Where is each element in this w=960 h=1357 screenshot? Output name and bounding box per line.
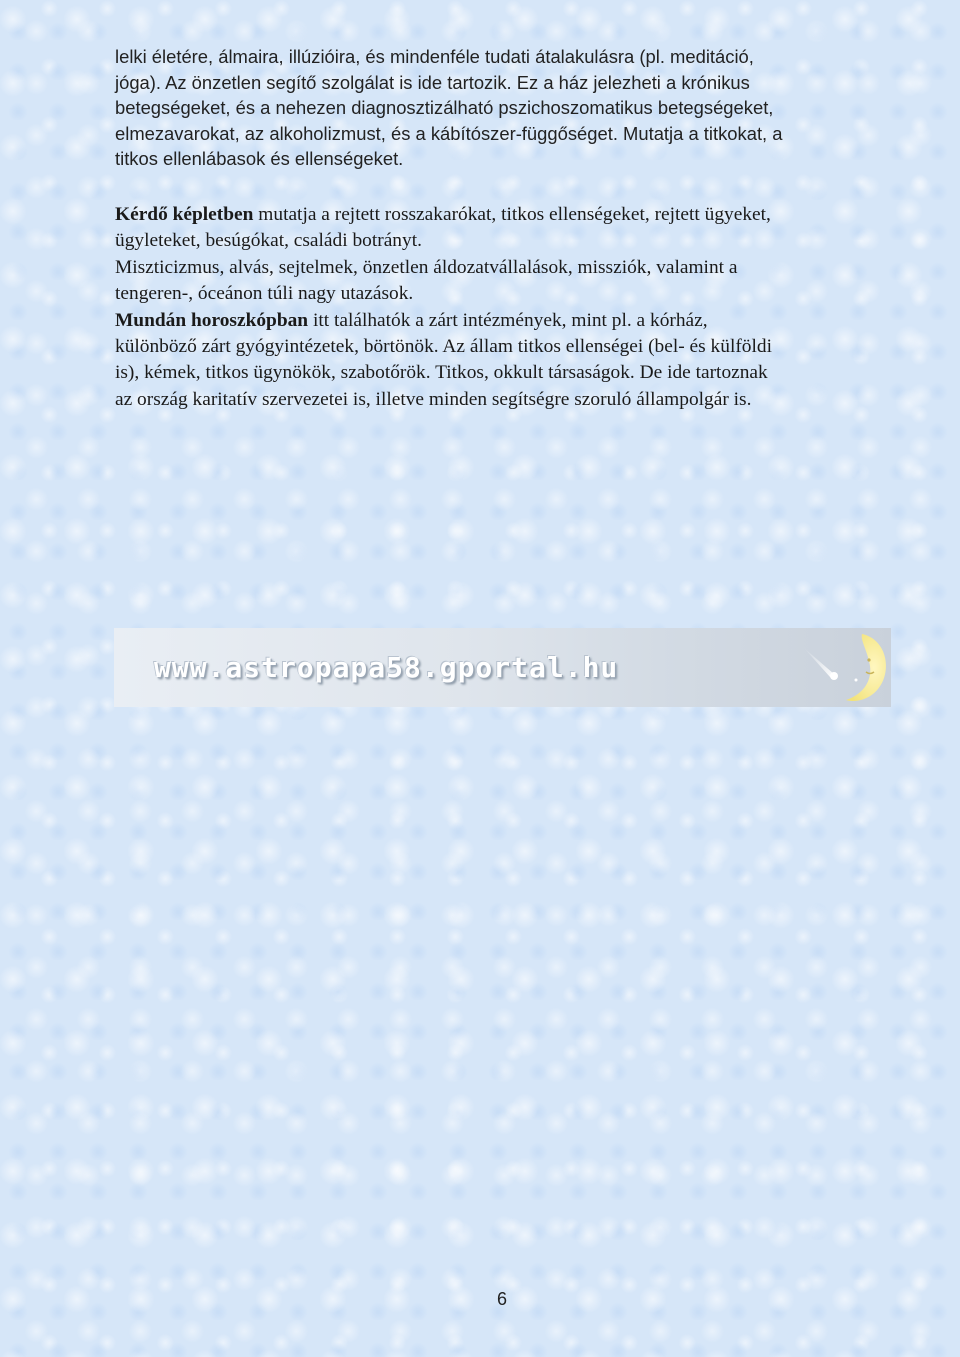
crescent-moon-icon: [836, 632, 888, 704]
mundan-line-4: az ország karitatív szervezetei is, illetve minden segítségre szoruló állampolgár is.: [115, 388, 752, 410]
mundan-line-1: [115, 308, 895, 334]
kerdo-label: Kérdő képletben: [115, 204, 254, 225]
intro-line: lelki életére, álmaira, illúzióira, és mindenféle tudati átalakulásra (pl. meditáció,: [115, 46, 754, 67]
mundan-line-2: különböző zárt gyógyintézetek, börtönök. Az állam titkos ellenségei (bel- és külföldi: [115, 336, 772, 358]
mundan-line-3: is), kémek, titkos ügynökök, szabotőrök. Titkos, okkult társaságok. De ide tartoznak: [115, 362, 768, 384]
mundan-label: Mundán horoszkópban: [115, 309, 309, 331]
miszticizmus-line-1: Miszticizmus, alvás, sejtelmek, önzetlen áldozatvállalások, missziók, valamint a: [115, 256, 738, 278]
intro-line: titkos ellenlábasok és ellenségeket.: [115, 148, 404, 170]
intro-paragraph: [115, 44, 895, 172]
kerdo-line-1: [115, 202, 895, 228]
page-number: 6: [496, 1289, 507, 1309]
body-text: [115, 202, 895, 413]
banner-url: www.astropapa58.gportal.hu: [154, 651, 619, 684]
mundan-text: itt találhatók a zárt intézmények, mint pl. a kórház,: [308, 309, 708, 331]
intro-line: jóga). Az önzetlen segítő szolgálat is ide tartozik. Ez a ház jelezheti a krónikus: [115, 71, 750, 93]
website-banner: [114, 628, 891, 707]
kerdo-text: mutatja a rejtett rosszakarókat, titkos ellenségeket, rejtett ügyeket,: [253, 204, 771, 225]
intro-line: elmezavarokat, az alkoholizmust, és a kábítószer-függőséget. Mutatja a titkokat, a: [115, 122, 783, 144]
miszticizmus-line-2: tengeren-, óceánon túli nagy utazások.: [115, 283, 414, 305]
kerdo-line-2: ügyleteket, besúgókat, családi botrányt.: [115, 230, 422, 252]
intro-line: betegségeket, és a nehezen diagnosztizálható pszichoszomatikus betegségeket,: [115, 97, 774, 119]
